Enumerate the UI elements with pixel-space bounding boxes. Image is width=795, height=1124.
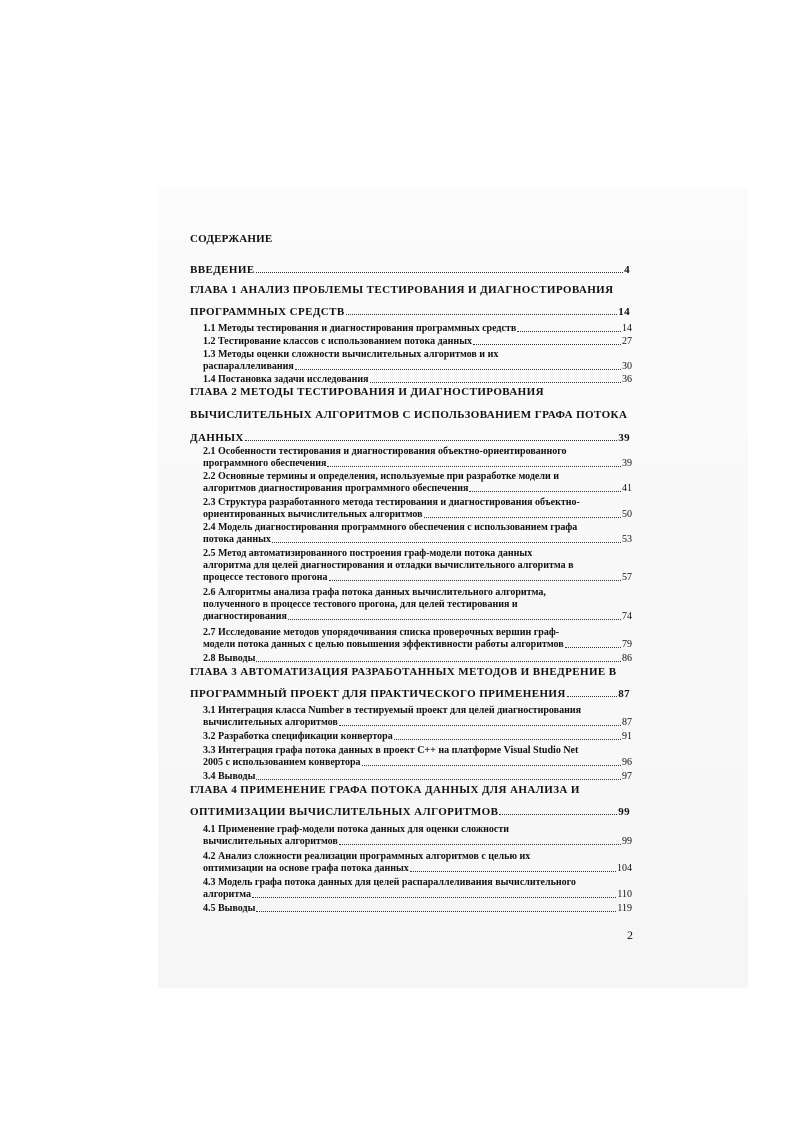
toc-entry: 4.3 Модель графа потока данных для целей распараллеливания вычислительного алгоритма 110 (203, 877, 632, 900)
toc-entry: 2.7 Исследование методов упорядочивания списка проверочных вершин граф- модели потока данных с целью повышения эффективности работы алгоритмов 79 (203, 627, 632, 650)
toc-entry-chapter: ГЛАВА 4 ПРИМЕНЕНИЕ ГРАФА ПОТОКА ДАННЫХ ДЛЯ АНАЛИЗА И ОПТИМИЗАЦИИ ВЫЧИСЛИТЕЛЬНЫХ АЛГОРИТМОВ 99 (190, 784, 630, 818)
toc-entry-chapter: ГЛАВА 1 АНАЛИЗ ПРОБЛЕМЫ ТЕСТИРОВАНИЯ И ДИАГНОСТИРОВАНИЯ ПРОГРАММНЫХ СРЕДСТВ 14 (190, 284, 630, 318)
toc-entry: 1.2 Тестирование классов с использованием потока данных 27 (203, 336, 632, 347)
toc-entry: ВВЕДЕНИЕ 4 (190, 264, 630, 276)
toc-entry: 2.8 Выводы 86 (203, 653, 632, 664)
toc-entry: 2.3 Структура разработанного метода тестирования и диагностирования объектно- ориентированных вычислительных алгоритмов 50 (203, 497, 632, 520)
page-title: СОДЕРЖАНИЕ (190, 233, 273, 245)
page-number: 2 (627, 928, 633, 942)
toc-entry: 1.3 Методы оценки сложности вычислительных алгоритмов и их распараллеливания 30 (203, 349, 632, 372)
toc-entry: 3.2 Разработка спецификации конвертора 91 (203, 731, 632, 742)
toc-entry: 4.1 Применение граф-модели потока данных для оценки сложности вычислительных алгоритмов 99 (203, 824, 632, 847)
toc-entry: 2.6 Алгоритмы анализа графа потока данных вычислительного алгоритма, полученного в процессе тестового прогона, для целей тестирования и диагностирования 74 (203, 587, 632, 622)
toc-entry: 3.3 Интеграция графа потока данных в проект C++ на платформе Visual Studio Net 2005 с использованием конвертора 96 (203, 745, 632, 768)
toc-entry: 2.2 Основные термины и определения, используемые при разработке модели и алгоритмов диагностирования программного обеспечения 41 (203, 471, 632, 494)
toc-entry: 2.5 Метод автоматизированного построения граф-модели потока данных алгоритма для целей диагностирования и отладки вычислительного алгоритма в процессе тестового прогона 57 (203, 548, 632, 583)
toc-entry: 3.4 Выводы 97 (203, 771, 632, 782)
toc-entry: 2.1 Особенности тестирования и диагностирования объектно-ориентированного программного обеспечения 39 (203, 446, 632, 469)
toc-entry-chapter: ГЛАВА 2 МЕТОДЫ ТЕСТИРОВАНИЯ И ДИАГНОСТИРОВАНИЯ ВЫЧИСЛИТЕЛЬНЫХ АЛГОРИТМОВ С ИСПОЛЬЗОВАНИЕМ ГРАФА ПОТОКА ДАННЫХ 39 (190, 386, 630, 444)
toc-entry: 1.4 Постановка задачи исследования 36 (203, 374, 632, 385)
toc-entry: 3.1 Интеграция класса Number в тестируемый проект для целей диагностирования вычислительных алгоритмов 87 (203, 705, 632, 728)
toc-entry-chapter: ГЛАВА 3 АВТОМАТИЗАЦИЯ РАЗРАБОТАННЫХ МЕТОДОВ И ВНЕДРЕНИЕ В ПРОГРАММНЫЙ ПРОЕКТ ДЛЯ ПРАКТИЧЕСКОГО ПРИМЕНЕНИЯ 87 (190, 666, 630, 700)
toc-entry: 4.5 Выводы 119 (203, 903, 632, 914)
toc-entry: 1.1 Методы тестирования и диагностирования программных средств 14 (203, 323, 632, 334)
toc-entry: 4.2 Анализ сложности реализации программных алгоритмов с целью их оптимизации на основе графа потока данных 104 (203, 851, 632, 874)
toc-entry: 2.4 Модель диагностирования программного обеспечения с использованием графа потока данных 53 (203, 522, 632, 545)
